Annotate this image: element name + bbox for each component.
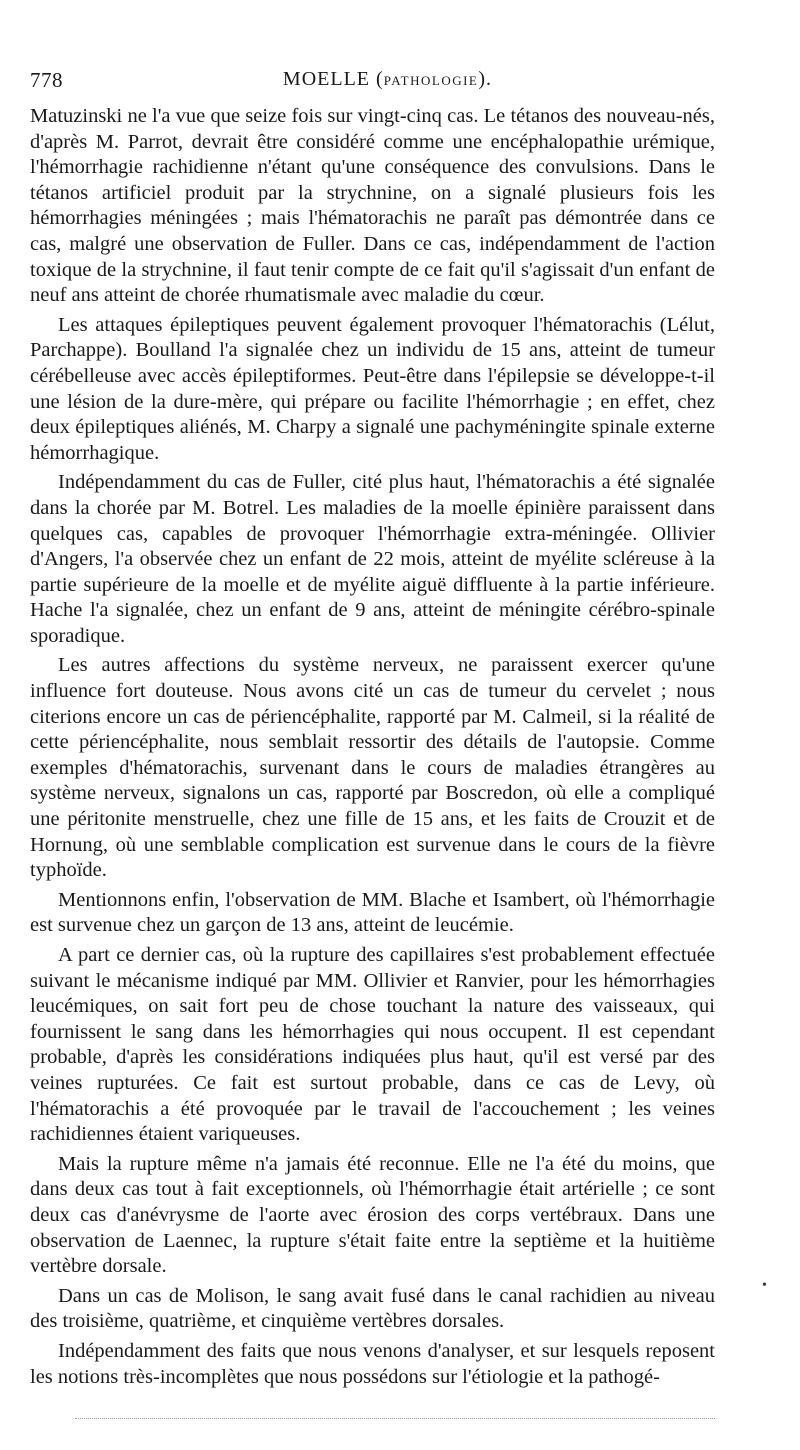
running-title-sub: PATHOLOGIE: [383, 73, 479, 88]
paragraph-nature-vaisseaux: A part ce dernier cas, où la rupture des capillaires s'est probablement effectuée suivant le mécanisme indiqué par MM. Ollivier et Ranvier, pour les hémorrhagies leucémiques, on sait fort peu de chose touchant la nature des vaisseaux, qui fournissent le sang dans les hémorrhagies qui nous occupent. Il est cependant probable, d'après les considérations indiquées plus haut, qu'il est versé par des veines rupturées. Ce fait est surtout probable, dans ce cas de Levy, où l'hématorachis a été provoquée par le travail de l'accouchement ; les veines rachidiennes étaient variqueuses.: [30, 944, 715, 1146]
footer-dotted-rule: [75, 1418, 715, 1419]
running-title-main: MOELLE: [282, 68, 371, 90]
body-text: [30, 104, 715, 1390]
paragraph-rupture: Mais la rupture même n'a jamais été reconnue. Elle ne l'a été du moins, que dans deux cas tout à fait exceptionnels, où l'hémorrhagie était artérielle ; ce sont deux cas d'anévrysme de l'aorte avec érosion des corps vertébraux. Dans une observation de Laennec, la rupture s'était faite entre la septième et la huitième vertèbre dorsale.: [30, 1152, 715, 1278]
paragraph-molison: Dans un cas de Molison, le sang avait fusé dans le canal rachidien au niveau des troisième, quatrième, et cinquième vertèbres dorsales.: [30, 1284, 715, 1333]
paragraph-autres-affections: Les autres affections du système nerveux, ne paraissent exercer qu'une influence fort douteuse. Nous avons cité un cas de tumeur du cervelet ; nous citerions encore un cas de périencéphalite, rapporté par M. Calmeil, si la réalité de cette périencéphalite, nous semblait ressortir des détails de l'autopsie. Comme exemples d'hématorachis, survenant dans le cours de maladies étrangères au système nerveux, signalons un cas, rapporté par Boscredon, où elle a compliqué une péritonite menstruelle, chez une fille de 15 ans, et les faits de Crouzit et de Hornung, où une semblable complication est survenue dans le cours de la fièvre typhoïde.: [30, 654, 715, 882]
margin-dot-mark: •: [762, 1278, 767, 1293]
document-page: [30, 68, 715, 1390]
running-head: [30, 68, 715, 98]
page-number: 778: [30, 68, 63, 92]
paragraph-tetanos: Matuzinski ne l'a vue que seize fois sur vingt-cinq cas. Le tétanos des nouveau-nés, d'après M. Parrot, devrait être considéré comme une encéphalopathie urémique, l'hémorrhagie rachidienne n'étant qu'une conséquence des convulsions. Dans le tétanos artificiel produit par la strychnine, on a signalé plusieurs fois les hémorrhagies méningées ; mais l'hématorachis ne paraît pas démontrée dans ce cas, malgré une observation de Fuller. Dans ce cas, indépendamment de l'action toxique de la strychnine, il faut tenir compte de ce fait qu'il s'agissait d'un enfant de neuf ans atteint de chorée rhumatismale avec maladie du cœur.: [30, 105, 715, 307]
paragraph-epilepsie: Les attaques épileptiques peuvent également provoquer l'hématorachis (Lélut, Parchappe). Boulland l'a signalée chez un individu de 15 ans, atteint de tumeur cérébelleuse avec accès épileptiformes. Peut-être dans l'épilepsie se développe-t-il une lésion de la dure-mère, qui prépare ou facilite l'hémorrhagie ; en effet, chez deux épileptiques aliénés, M. Charpy a signalé une pachyméningite spinale externe hémorrhagique.: [30, 313, 715, 464]
running-title-paren-close: ).: [478, 68, 493, 90]
paragraph-choree-moelle: Indépendamment du cas de Fuller, cité plus haut, l'hématorachis a été signalée dans la chorée par M. Botrel. Les maladies de la moelle épinière paraissent dans quelques cas, capables de provoquer l'hémorrhagie extra-méningée. Ollivier d'Angers, l'a observée chez un enfant de 22 mois, atteint de myélite scléreuse à la partie supérieure de la moelle et de myélite aiguë diffluente à la partie inférieure. Hache l'a signalée, chez un enfant de 9 ans, atteint de méningite cérébro-spinale sporadique.: [30, 471, 715, 647]
running-title: [30, 68, 715, 91]
paragraph-pathogenie: Indépendamment des faits que nous venons d'analyser, et sur lesquels reposent les notions très-incomplètes que nous possédons sur l'étiologie et la pathogé-: [30, 1339, 715, 1388]
running-title-paren-open: (: [370, 68, 384, 90]
paragraph-leucemie: Mentionnons enfin, l'observation de MM. Blache et Isambert, où l'hémorrhagie est survenue chez un garçon de 13 ans, atteint de leucémie.: [30, 888, 715, 937]
